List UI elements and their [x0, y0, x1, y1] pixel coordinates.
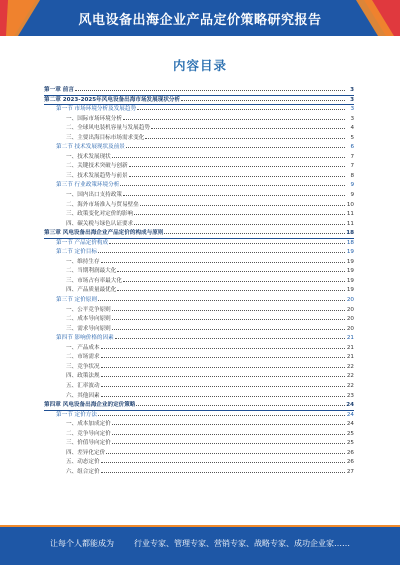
toc-entry[interactable] — [44, 143, 354, 153]
toc-entry[interactable] — [44, 449, 354, 459]
toc-entry-title: 第三节 行业政策环境分析 — [56, 182, 120, 189]
toc-entry-title: 二、全球风电装机容量与发展趋势 — [66, 125, 150, 132]
toc-entry-title: 二、竞争导向定价 — [66, 430, 111, 437]
toc-entry-title: 三、技术发展趋势与前景 — [66, 172, 128, 179]
toc-page-number: 22 — [346, 363, 354, 370]
toc-leader-dots — [101, 385, 345, 387]
toc-page-number: 9 — [350, 192, 354, 199]
toc-page-number: 6 — [350, 144, 354, 151]
toc-page-number: 21 — [346, 344, 354, 351]
toc-leader-dots — [129, 165, 345, 167]
toc-entry-title: 三、价值导向定价 — [66, 440, 111, 447]
toc-entry-title: 四、产品质量最优化 — [66, 287, 117, 294]
toc-entry[interactable] — [44, 124, 354, 134]
toc-entry[interactable] — [44, 372, 354, 382]
toc-entry-title: 五、汇率波动 — [66, 382, 100, 389]
report-title: 风电设备出海企业产品定价策略研究报告 — [78, 13, 322, 28]
toc-entry[interactable] — [44, 439, 354, 449]
toc-entry-title: 六、其他因素 — [66, 392, 100, 399]
toc-entry[interactable] — [44, 468, 354, 478]
toc-page-number: 5 — [350, 134, 354, 141]
toc-page-number: 24 — [346, 402, 354, 409]
toc-page-number: 4 — [350, 125, 354, 132]
toc-entry[interactable] — [44, 430, 354, 440]
toc-page-number: 3 — [350, 87, 354, 93]
toc-entry[interactable] — [44, 277, 354, 287]
toc-entry[interactable] — [44, 239, 354, 249]
toc-entry-title: 二、市场需求 — [66, 354, 100, 361]
toc-leader-dots — [134, 223, 345, 225]
toc-leader-dots — [112, 423, 345, 425]
toc-entry-title: 第二节 技术发展现状及前景 — [56, 144, 125, 151]
toc-entry[interactable] — [44, 353, 354, 363]
toc-entry-title: 第三章 风电设备出海企业产品定价的构成与原则 — [44, 230, 164, 237]
toc-leader-dots — [101, 375, 345, 377]
header-banner — [0, 0, 400, 36]
toc-leader-dots — [101, 471, 345, 473]
toc-entry-title: 三、政策变化对定价的影响 — [66, 211, 134, 218]
toc-leader-dots — [115, 337, 345, 339]
toc-entry-title: 三、竞争状况 — [66, 363, 100, 370]
toc-entry-title: 第一节 产品定价构成 — [56, 239, 109, 246]
toc-page-number: 26 — [346, 449, 354, 456]
toc-page-number: 26 — [346, 459, 354, 466]
toc-heading: 内容目录 — [172, 58, 227, 73]
toc-page-number: 22 — [346, 373, 354, 380]
toc-leader-dots — [181, 99, 345, 101]
toc-entry-title: 二、海外市场准入与贸易壁垒 — [66, 201, 139, 208]
toc-entry[interactable] — [44, 344, 354, 354]
toc-leader-dots — [112, 433, 345, 435]
toc-page-number: 7 — [350, 153, 354, 160]
toc-entry-title: 第四章 风电设备出海企业的定价策略 — [44, 402, 136, 409]
toc-entry[interactable] — [44, 258, 354, 268]
toc-leader-dots — [117, 289, 345, 291]
toc-page-number: 23 — [346, 392, 354, 399]
toc-entry-title: 第一节 市场环境分析及发展趋势 — [56, 106, 137, 113]
toc-entry[interactable] — [44, 229, 354, 239]
toc-leader-dots — [137, 108, 345, 110]
toc-entry-title: 第一节 定价方法 — [56, 411, 97, 418]
toc-entry-title: 一、国内出口支持政策 — [66, 192, 122, 199]
toc-leader-dots — [106, 452, 345, 454]
toc-entry[interactable] — [44, 458, 354, 468]
toc-leader-dots — [126, 146, 345, 148]
toc-entry-title: 一、技术发展现状 — [66, 153, 111, 160]
toc-page-number: 20 — [346, 297, 354, 304]
toc-page-number: 19 — [346, 249, 354, 256]
toc-leader-dots — [112, 442, 345, 444]
toc-leader-dots — [101, 366, 345, 368]
toc-leader-dots — [75, 89, 345, 91]
toc-page-number: 19 — [346, 287, 354, 294]
toc-leader-dots — [98, 299, 345, 301]
toc-page-number: 10 — [346, 201, 354, 208]
toc-entry[interactable] — [44, 162, 354, 172]
toc-entry[interactable] — [44, 248, 354, 258]
toc-leader-dots — [112, 318, 345, 320]
toc-page-number: 11 — [346, 220, 354, 227]
toc-page-number: 11 — [346, 211, 354, 218]
toc-entry[interactable] — [44, 86, 354, 96]
toc-entry-title: 六、组合定价 — [66, 468, 100, 475]
toc-page-number: 20 — [346, 306, 354, 313]
toc-entry-title: 三、市场占有率最大化 — [66, 277, 122, 284]
toc-entry[interactable] — [44, 363, 354, 373]
toc-page-number: 19 — [346, 258, 354, 265]
toc-page-number: 7 — [350, 163, 354, 170]
toc-entry-title: 第四节 影响价格的因素 — [56, 335, 114, 342]
toc-entry[interactable] — [44, 105, 354, 115]
toc-leader-dots — [101, 347, 345, 349]
toc-entry-title: 第三节 定价原则 — [56, 297, 97, 304]
toc-entry-title: 四、政策法规 — [66, 373, 100, 380]
toc-leader-dots — [101, 395, 345, 397]
toc-entry[interactable] — [44, 296, 354, 306]
toc-leader-dots — [140, 204, 345, 206]
toc-leader-dots — [98, 414, 345, 416]
toc-page-number: 22 — [346, 382, 354, 389]
toc-entry[interactable] — [44, 315, 354, 325]
toc-page-number: 9 — [350, 182, 354, 189]
toc-leader-dots — [123, 194, 345, 196]
toc-entry[interactable] — [44, 172, 354, 182]
toc-page-number: 27 — [346, 468, 354, 475]
toc-leader-dots — [112, 328, 345, 330]
footer-slogan-left: 让每个人都能成为 — [50, 539, 114, 548]
toc-leader-dots — [129, 175, 345, 177]
toc-entry[interactable] — [44, 210, 354, 220]
toc-entry-title: 一、国际市场环境分析 — [66, 115, 122, 122]
toc-entry[interactable] — [44, 267, 354, 277]
toc-page-number: 3 — [350, 96, 354, 103]
toc-entry-title: 一、维持生存 — [66, 258, 100, 265]
toc-leader-dots — [101, 356, 345, 358]
toc-page-number: 3 — [350, 106, 354, 113]
toc-leader-dots — [136, 404, 345, 406]
toc-entry-title: 二、成本导向原则 — [66, 316, 111, 323]
toc-entry[interactable] — [44, 134, 354, 144]
toc-page-number: 18 — [346, 239, 354, 246]
toc-page-number: 20 — [346, 316, 354, 323]
toc-leader-dots — [109, 242, 345, 244]
toc-leader-dots — [123, 280, 345, 282]
toc-leader-dots — [98, 251, 345, 253]
toc-page-number: 21 — [346, 335, 354, 342]
toc-entry[interactable] — [44, 411, 354, 421]
toc-entry[interactable] — [44, 420, 354, 430]
toc-entry[interactable] — [44, 306, 354, 316]
toc-page-number: 24 — [346, 411, 354, 418]
toc-entry-title: 一、成本加成定价 — [66, 421, 111, 428]
toc-leader-dots — [112, 309, 345, 311]
toc-entry[interactable] — [44, 153, 354, 163]
table-of-contents — [44, 86, 354, 477]
toc-entry[interactable] — [44, 382, 354, 392]
toc-page-number: 25 — [346, 430, 354, 437]
toc-entry[interactable] — [44, 401, 354, 411]
toc-page-number: 19 — [346, 268, 354, 275]
toc-entry-title: 二、关键技术突破与创新 — [66, 163, 128, 170]
toc-entry-title: 第二节 定价目标 — [56, 249, 97, 256]
toc-page-number: 20 — [346, 325, 354, 332]
toc-page-number: 8 — [350, 172, 354, 179]
footer-slogan-right: 行业专家、管理专家、营销专家、战略专家、成功企业家…… — [134, 539, 350, 548]
toc-entry-title: 二、当期利润最大化 — [66, 268, 117, 275]
toc-entry-title: 一、产品成本 — [66, 344, 100, 351]
toc-page-number: 19 — [346, 277, 354, 284]
toc-entry-title: 四、碳关税与绿色认证要求 — [66, 220, 134, 227]
toc-page-number: 24 — [346, 421, 354, 428]
toc-leader-dots — [164, 232, 345, 234]
toc-entry[interactable] — [44, 201, 354, 211]
toc-leader-dots — [151, 127, 345, 129]
toc-page-number: 3 — [350, 115, 354, 122]
toc-entry[interactable] — [44, 115, 354, 125]
toc-leader-dots — [101, 461, 345, 463]
toc-entry-title: 一、公平竞争原则 — [66, 306, 111, 313]
toc-leader-dots — [134, 213, 345, 215]
toc-entry-title: 三、主要出海目标市场需求变化 — [66, 134, 145, 141]
toc-leader-dots — [120, 184, 345, 186]
toc-entry[interactable] — [44, 181, 354, 191]
footer-banner — [0, 525, 400, 565]
toc-entry-title: 三、需求导向原则 — [66, 325, 111, 332]
toc-entry-title: 五、动态定价 — [66, 459, 100, 466]
toc-entry[interactable] — [44, 191, 354, 201]
toc-entry-title: 四、差异化定价 — [66, 449, 106, 456]
toc-leader-dots — [145, 137, 345, 139]
toc-entry[interactable] — [44, 325, 354, 335]
toc-page-number: 18 — [346, 230, 354, 237]
toc-entry-title: 第一章 前言 — [44, 87, 74, 93]
toc-leader-dots — [101, 261, 345, 263]
toc-page-number: 21 — [346, 354, 354, 361]
toc-entry-title: 第二章 2023-2025年风电设备出海市场发展现状分析 — [44, 96, 181, 103]
toc-leader-dots — [123, 118, 345, 120]
toc-entry[interactable] — [44, 286, 354, 296]
toc-entry[interactable] — [44, 392, 354, 402]
toc-page-number: 25 — [346, 440, 354, 447]
toc-entry[interactable] — [44, 96, 354, 106]
toc-leader-dots — [117, 270, 345, 272]
toc-entry[interactable] — [44, 220, 354, 230]
toc-entry[interactable] — [44, 334, 354, 344]
toc-leader-dots — [112, 156, 345, 158]
